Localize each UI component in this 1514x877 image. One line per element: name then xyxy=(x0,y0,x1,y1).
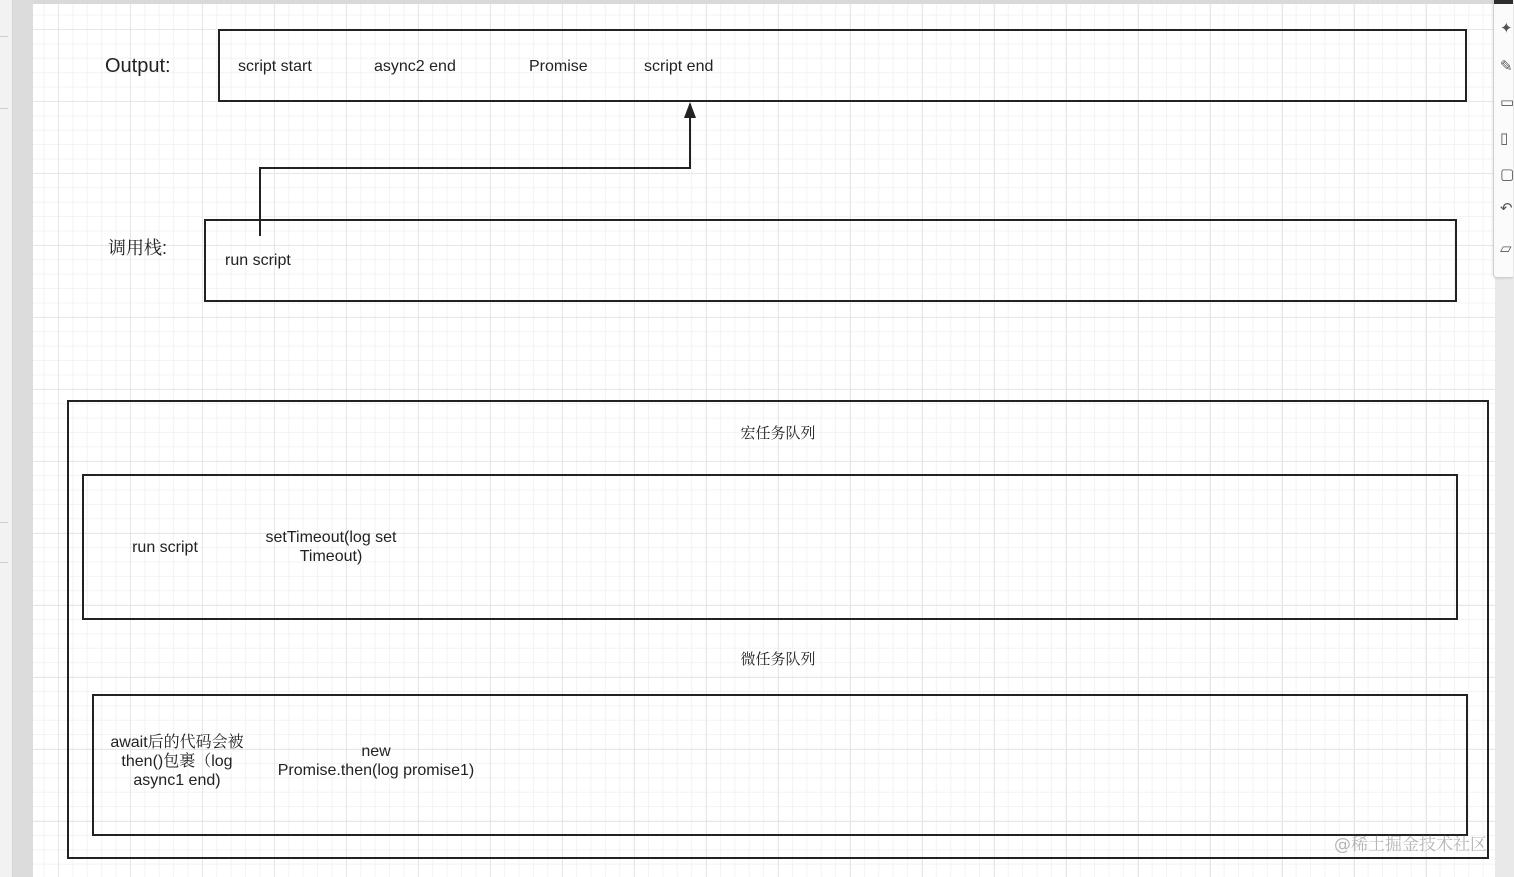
call-stack-label: 调用栈: xyxy=(108,238,168,258)
output-item: async2 end xyxy=(374,58,456,75)
call-stack-item: run script xyxy=(225,252,291,269)
macro-queue-item: setTimeout(log set Timeout) xyxy=(265,529,397,565)
left-gutter xyxy=(13,0,33,877)
output-label: Output: xyxy=(105,55,171,77)
toolbar-top-edge xyxy=(1494,0,1513,4)
macro-queue-item: run script xyxy=(132,539,198,556)
micro-queue-item: await后的代码会被 then()包裹（log async1 end) xyxy=(110,734,244,789)
micro-queue-item: new Promise.then(log promise1) xyxy=(277,743,475,779)
calendar-icon[interactable]: ▭ xyxy=(1500,93,1514,111)
micro-queue-title: 微任务队列 xyxy=(740,651,816,668)
watermark: @稀土掘金技术社区 xyxy=(1334,835,1487,855)
macro-queue-title: 宏任务队列 xyxy=(740,425,816,442)
frame-icon[interactable]: ▯ xyxy=(1500,129,1509,147)
right-toolbar xyxy=(1493,0,1513,278)
comment-icon[interactable]: ▱ xyxy=(1500,239,1512,257)
edit-icon[interactable]: ✎ xyxy=(1500,57,1513,75)
output-item: Promise xyxy=(529,58,588,75)
output-item: script start xyxy=(238,58,312,75)
left-panel-edge xyxy=(0,0,13,877)
page-icon[interactable]: ▢ xyxy=(1500,165,1514,183)
undo-icon[interactable]: ↶ xyxy=(1500,199,1513,217)
pointer-icon[interactable]: ✦ xyxy=(1500,19,1513,37)
call-stack-box[interactable] xyxy=(204,219,1457,302)
output-item: script end xyxy=(644,58,714,75)
